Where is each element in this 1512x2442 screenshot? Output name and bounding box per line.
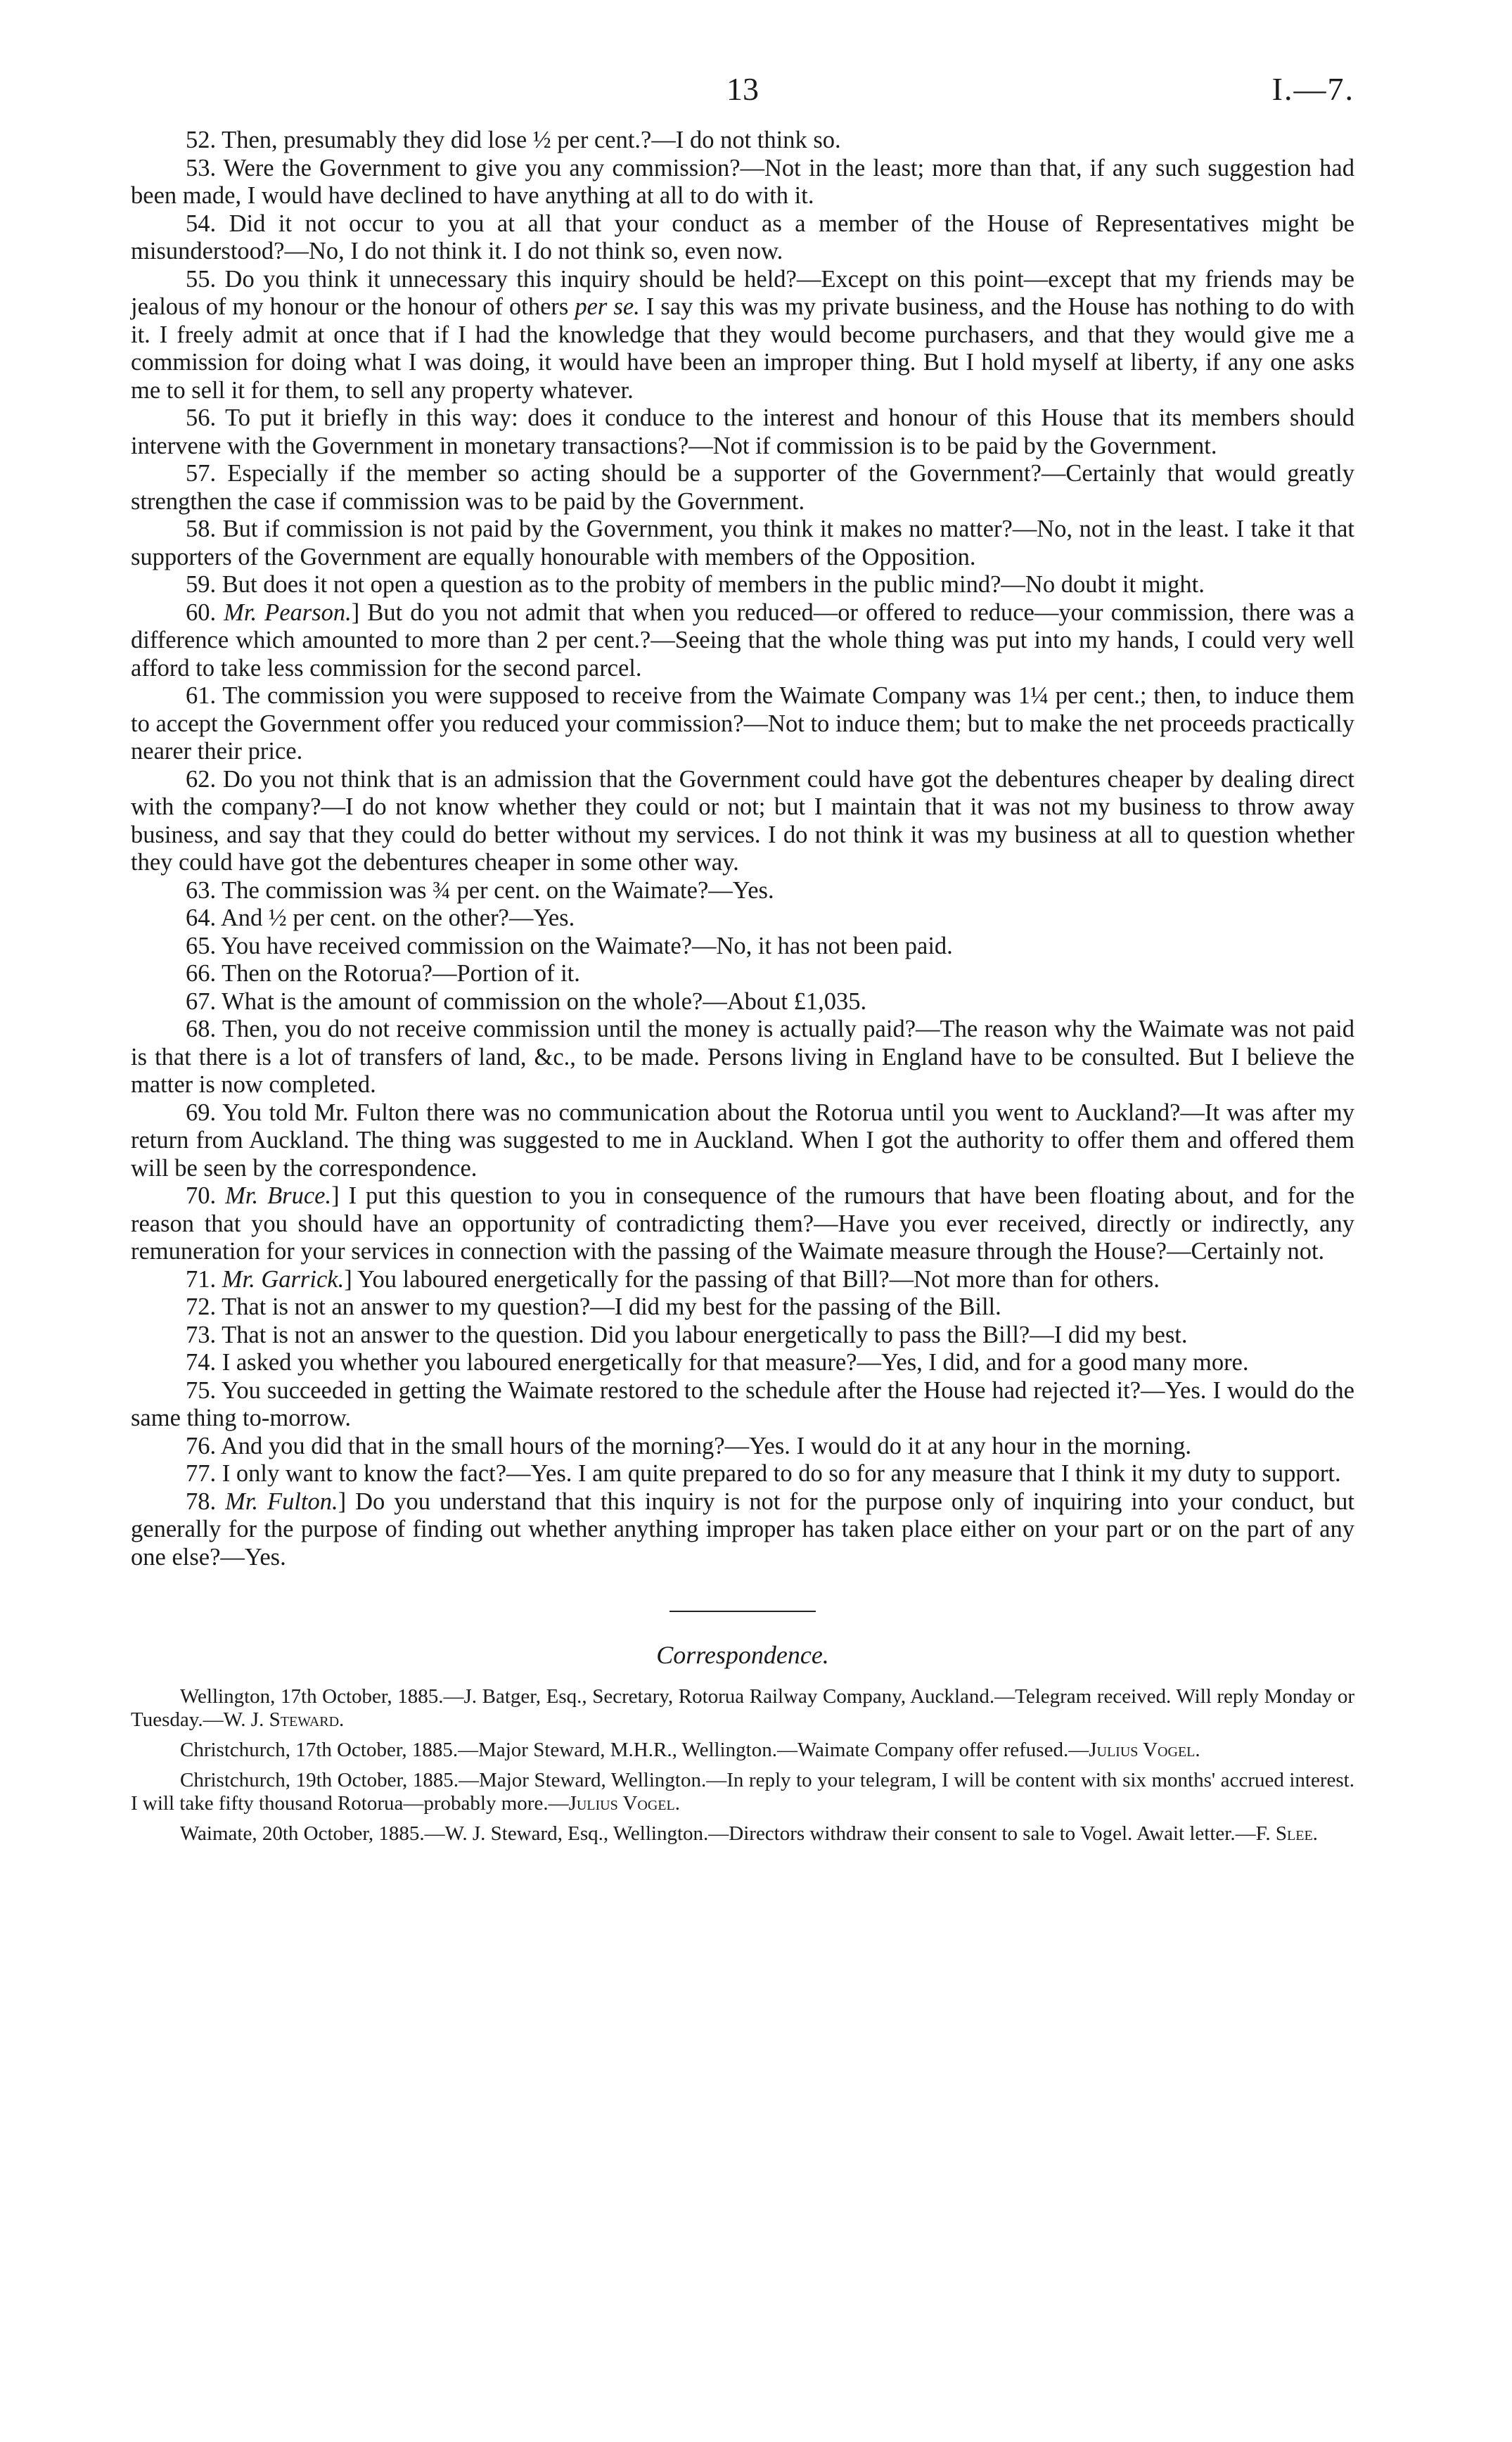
question-71: 71. Mr. Garrick.] You laboured energetically for the passing of that Bill?—Not more than for others. [186, 1265, 1160, 1293]
question-55: 55. Do you think it unnecessary this inquiry should be held?—Except on this point—except that my friends may be jealous of my honour or the honour of others per se. I say this was my private business, and the House has nothing to do with it. I freely admit at once that if I had the knowledge that they would become purchasers, and that they would give me a commission for doing what I was doing, it would have been an improper thing. But I hold myself at liberty, if any one asks me to sell it for them, to sell any property whatever. [131, 265, 1355, 404]
question-64: 64. And ½ per cent. on the other?—Yes. [186, 904, 575, 931]
telegram-signature: Steward. [269, 1708, 345, 1731]
telegram-4: Waimate, 20th October, 1885.—W. J. Steward, Esq., Wellington.—Directors withdraw their consent to sale to Vogel. Await letter.—F. Slee. [180, 1822, 1318, 1845]
question-56: 56. To put it briefly in this way: does it conduce to the interest and honour of this House that its members should intervene with the Government in monetary transactions?—Not if commission is to be paid by the Government. [131, 404, 1354, 459]
question-60: 60. Mr. Pearson.] But do you not admit that when you reduced—or offered to reduce—your commission, there was a difference which amounted to more than 2 per cent.?—Seeing that the whole thing was put into my hands, I could very well afford to take less commission for the second parcel. [131, 599, 1354, 682]
telegram-2: Christchurch, 17th October, 1885.—Major Steward, M.H.R., Wellington.—Waimate Company offer refused.—Julius Vogel. [180, 1739, 1200, 1761]
question-57: 57. Especially if the member so acting should be a supporter of the Government?—Certainly that would greatly strengthen the case if commission was to be paid by the Government. [131, 460, 1354, 515]
question-53: 53. Were the Government to give you any commission?—Not in the least; more than that, if any such suggestion had been made, I would have declined to have anything at all to do with it. [131, 154, 1354, 209]
question-59: 59. But does it not open a question as to the probity of members in the public mind?—No doubt it might. [186, 571, 1205, 598]
correspondence-heading: Correspondence. [656, 1641, 829, 1669]
page-header [131, 70, 1354, 127]
question-77: 77. I only want to know the fact?—Yes. I am quite prepared to do so for any measure that I think it my duty to support. [186, 1460, 1341, 1487]
question-65: 65. You have received commission on the Waimate?—No, it has not been paid. [186, 932, 953, 959]
paper-reference: I.—7. [1271, 71, 1354, 107]
question-70: 70. Mr. Bruce.] I put this question to you in consequence of the rumours that have been floating about, and for the reason that you should have an opportunity of contradicting them?—Have you ever received, directly or indirectly, any remuneration for your services in connection with the passing of the Waimate measure through the House?—Certainly not. [131, 1182, 1355, 1265]
question-74: 74. I asked you whether you laboured energetically for that measure?—Yes, I did, and for a good many more. [186, 1349, 1249, 1376]
document-page [131, 70, 1354, 2405]
question-66: 66. Then on the Rotorua?—Portion of it. [186, 960, 580, 987]
question-67: 67. What is the amount of commission on the whole?—About £1,035. [186, 987, 867, 1015]
question-52: 52. Then, presumably they did lose ½ per cent.?—I do not think so. [186, 127, 841, 153]
telegram-signature: Julius Vogel. [1089, 1739, 1200, 1761]
telegram-1: Wellington, 17th October, 1885.—J. Batger, Esq., Secretary, Rotorua Railway Company, Auckland.—Telegram received. Will reply Monday or Tuesday.—W. J. Steward. [131, 1685, 1354, 1731]
question-72: 72. That is not an answer to my question?—I did my best for the passing of the Bill. [186, 1293, 1001, 1320]
question-78: 78. Mr. Fulton.] Do you understand that this inquiry is not for the purpose only of inquiring into your conduct, but generally for the purpose of finding out whether anything improper has taken place either on your part or on the part of any one else?—Yes. [131, 1488, 1354, 1571]
question-58: 58. But if commission is not paid by the Government, you think it makes no matter?—No, not in the least. I take it that supporters of the Government are equally honourable with members of the Opposition. [131, 516, 1354, 570]
question-61: 61. The commission you were supposed to receive from the Waimate Company was 1¼ per cent.; then, to induce them to accept the Government offer you reduced your commission?—Not to induce them; but to make the net proceeds practically nearer their price. [131, 682, 1354, 765]
telegram-signature: Julius Vogel. [568, 1792, 680, 1815]
telegram-signature: Slee. [1275, 1822, 1318, 1845]
question-54: 54. Did it not occur to you at all that your conduct as a member of the House of Representatives might be misunderstood?—No, I do not think it. I do not think so, even now. [131, 210, 1354, 264]
question-62: 62. Do you not think that is an admission that the Government could have got the debentures cheaper by dealing direct with the company?—I do not know whether they could or not; but I maintain that it was not my business to throw away business, and say that they could do better without my services. I do not think it was my business at all to question whether they could have got the debentures cheaper in some other way. [131, 765, 1354, 876]
question-63: 63. The commission was ¾ per cent. on the Waimate?—Yes. [186, 876, 774, 904]
question-69: 69. You told Mr. Fulton there was no communication about the Rotorua until you went to Auckland?—It was after my return from Auckland. The thing was suggested to me in Auckland. When I got the authority to offer them and offered them will be seen by the correspondence. [131, 1099, 1354, 1182]
correspondence-section [131, 1640, 1354, 1846]
question-76: 76. And you did that in the small hours of the morning?—Yes. I would do it at any hour in the morning. [186, 1432, 1192, 1459]
telegram-3: Christchurch, 19th October, 1885.—Major Steward, Wellington.—In reply to your telegram, I will be content with six months' accrued interest. I will take fifty thousand Rotorua—probably more.—Julius Vogel. [131, 1769, 1354, 1815]
section-divider [669, 1611, 816, 1612]
evidence-questions [131, 127, 1354, 1571]
question-75: 75. You succeeded in getting the Waimate restored to the schedule after the House had rejected it?—Yes. I would do the same thing to-morrow. [131, 1376, 1354, 1431]
question-68: 68. Then, you do not receive commission until the money is actually paid?—The reason why the Waimate was not paid is that there is a lot of transfers of land, &c., to be made. Persons living in England have to be consulted. But I believe the matter is now completed. [131, 1016, 1354, 1098]
page-number: 13 [726, 71, 759, 107]
question-73: 73. That is not an answer to the question. Did you labour energetically to pass the Bill?—I did my best. [186, 1321, 1188, 1348]
